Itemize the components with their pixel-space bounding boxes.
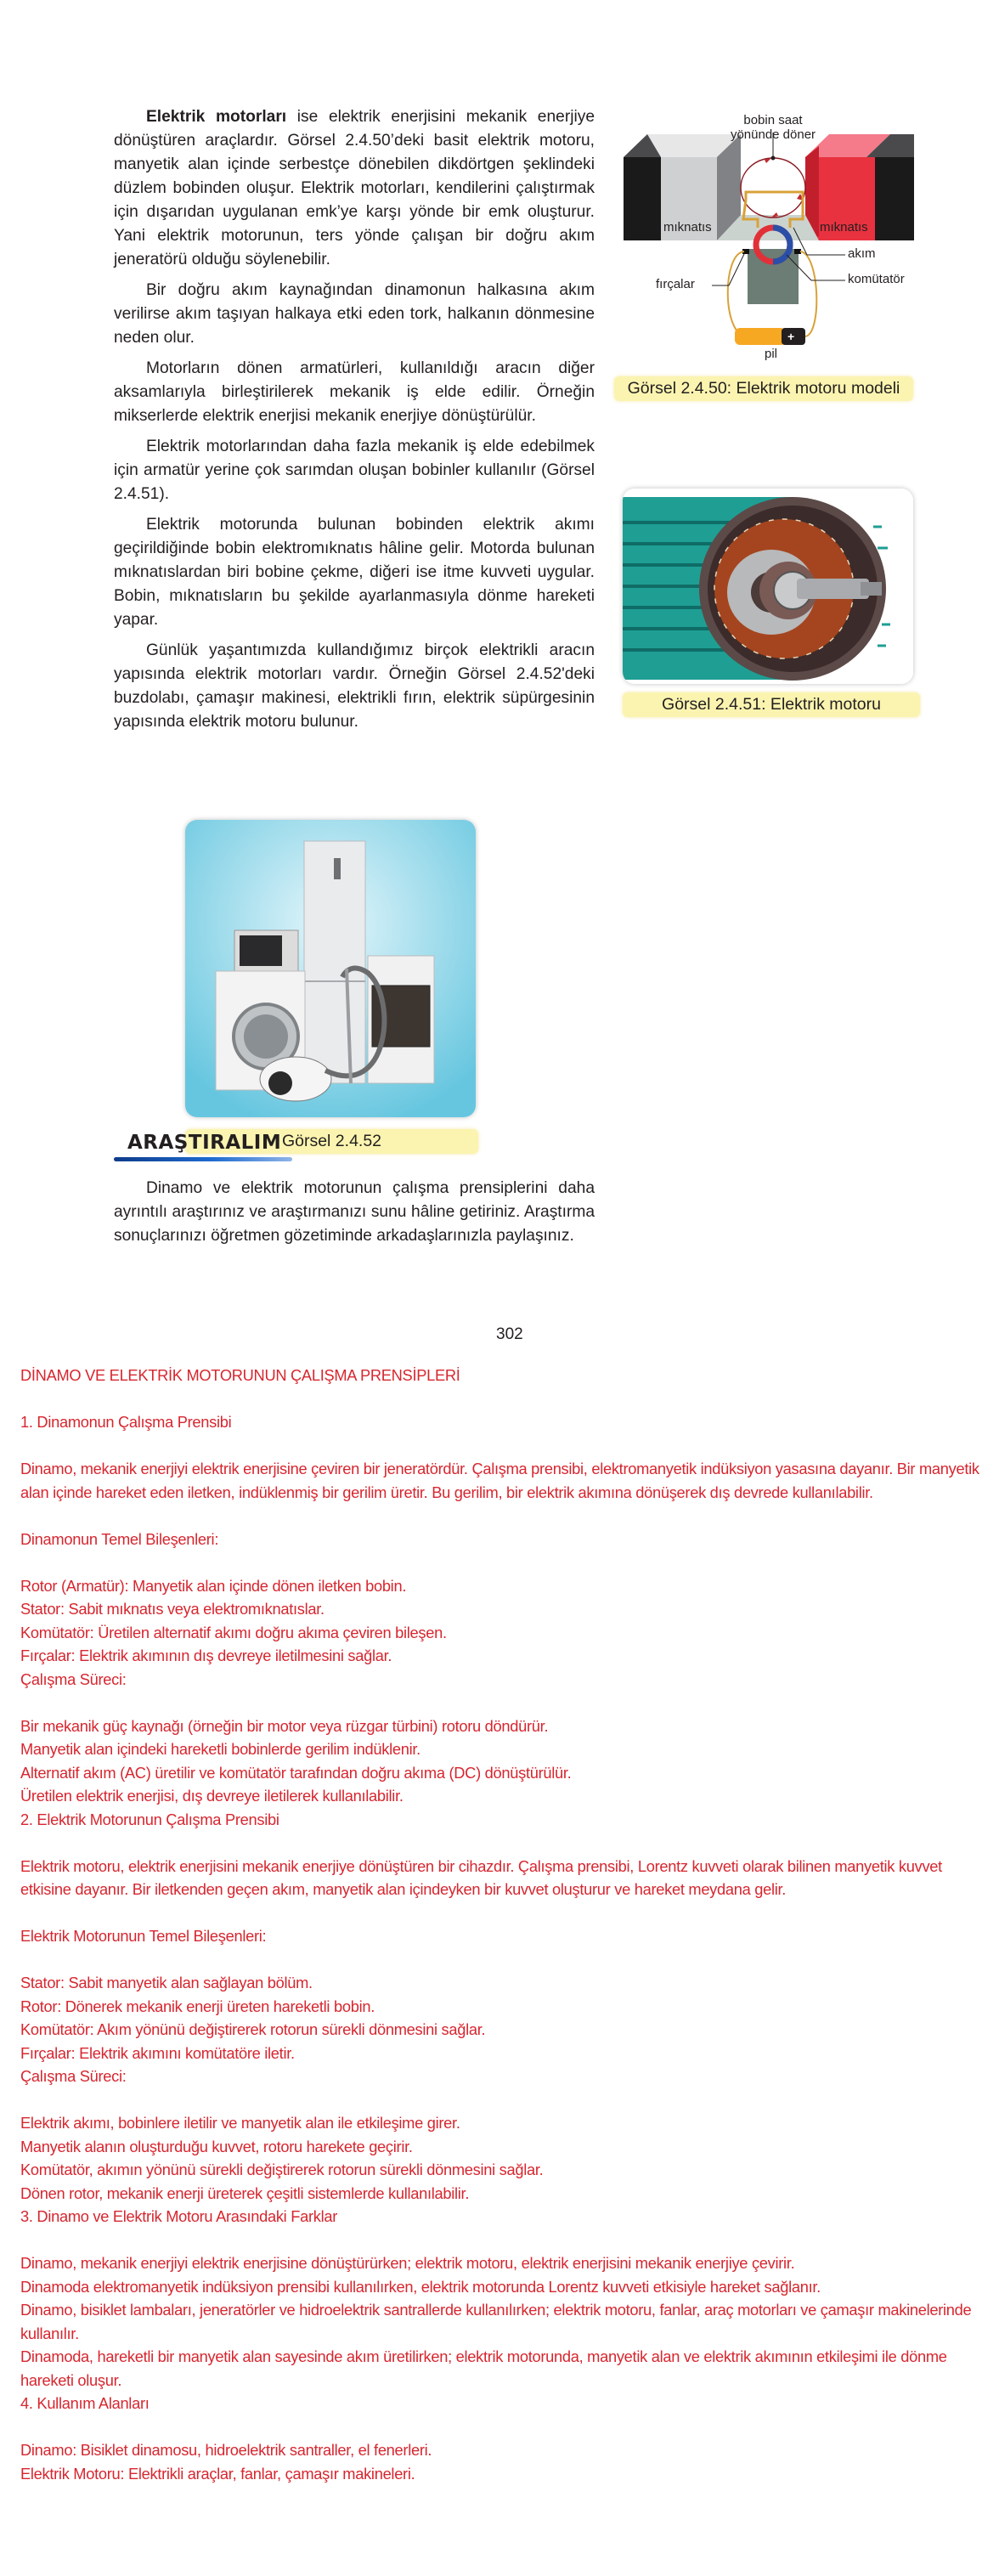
section-1-components-heading: Dinamonun Temel Bileşenleri: (20, 1529, 219, 1548)
section-4-heading: 4. Kullanım Alanları (20, 2394, 150, 2412)
section-1-heading: 1. Dinamonun Çalışma Prensibi (20, 1413, 232, 1431)
section-2-process-heading: Çalışma Süreci: (20, 2067, 127, 2085)
label-current: akım (848, 246, 876, 261)
list-item: Fırçalar: Elektrik akımını komütatöre iletir. (20, 2043, 295, 2062)
electric-motor-photo (623, 489, 913, 684)
main-text-column (114, 105, 595, 741)
list-item: Elektrik akımı, bobinlere iletilir ve manyetik alan ile etkileşime girer. (20, 2114, 460, 2132)
list-item: Dinamo, bisiklet lambaları, jeneratörler ve hidroelektrik santrallerde kullanılırken; elektrik motoru, fanlar, araç motorları ve çamaşır makinelerinde kullanılır. (20, 2301, 972, 2342)
list-item: Rotor: Dönerek mekanik enerji üreten hareketli bobin. (20, 1997, 375, 2015)
figure-motor-model (612, 109, 926, 402)
list-item: Komütatör, akımın yönünü sürekli değiştirerek rotorun sürekli dönmesini sağlar. (20, 2161, 544, 2178)
bold-term: Elektrik motorları (146, 108, 287, 126)
list-item: Komütatör: Akım yönünü değiştirerek rotorun sürekli dönmesini sağlar. (20, 2020, 486, 2038)
paragraph-electric-motors: Elektrik motorları ise elektrik enerjisini mekanik enerjiye dönüştüren araçlardır. Görsel 2.4.50’deki basit elektrik motoru, manyetik alan içinde serbestçe dönebilen dikdörtgen şeklindeki düzlem bobinden oluşur. Elektrik motorları, kendilerini çalıştırmak için dışarıdan uygulanan emk’ye karşı yönde bir emk oluşturur. Yani elektrik motorunun, ters yönde çalışan bir doğru akım jeneratörü olduğu söylenebilir. (114, 108, 595, 268)
label-rotation: bobin saat yönünde döner (730, 113, 816, 142)
list-item: Stator: Sabit mıknatıs veya elektromıknatıslar. (20, 1600, 325, 1618)
figure-appliances (185, 820, 478, 1154)
figure-electric-motor (623, 489, 916, 717)
notes-section (20, 1364, 989, 2485)
list-item: Komütatör: Üretilen alternatif akımı doğru akıma çeviren bileşen. (20, 1623, 447, 1641)
list-item: Dinamo: Bisiklet dinamosu, hidroelektrik santraller, el fenerleri. (20, 2441, 432, 2459)
section-1-body: Dinamo, mekanik enerjiyi elektrik enerjisine çeviren bir jeneratördür. Çalışma prensibi, elektromanyetik indüksiyon yasasına dayanır. Bir manyetik alan içinde hareket eden iletken, indüklenmiş bir gerilim üretir. Bu gerilim, bir elektrik akımına dönüşerek dış devrede kullanılabilir. (20, 1460, 979, 1501)
research-heading (114, 1132, 292, 1161)
list-item: Rotor (Armatür): Manyetik alan içinde dönen iletken bobin. (20, 1576, 407, 1595)
list-item: Elektrik Motoru: Elektrikli araçlar, fanlar, çamaşır makineleri. (20, 2464, 415, 2483)
label-commutator: komütatör (848, 272, 905, 286)
label-magnet-left: mıknatıs (663, 220, 712, 234)
caption-figure-2-4-52: Görsel 2.4.52 (185, 1129, 478, 1154)
section-1-process-heading: Çalışma Süreci: (20, 1669, 127, 1688)
research-underline (114, 1157, 292, 1161)
section-2-body: Elektrik motoru, elektrik enerjisini mekanik enerjiye dönüştüren bir cihazdır. Çalışma prensibi, Lorentz kuvveti olarak bilinen manyetik kuvvet etkisine dayanır. Bir iletkenden geçen akım, manyetik alan içindeyken bir kuvvet oluşturur ve hareket meydana gelir. (20, 1856, 942, 1898)
list-item: Dinamoda elektromanyetik indüksiyon prensibi kullanılırken, elektrik motorunda Lorentz kuvveti etkisiyle hareket sağlanır. (20, 2277, 821, 2296)
list-item: Manyetik alanın oluşturduğu kuvvet, rotoru harekete geçirir. (20, 2137, 413, 2155)
list-item: Fırçalar: Elektrik akımının dış devreye iletilmesini sağlar. (20, 1647, 392, 1664)
section-2-heading: 2. Elektrik Motorunun Çalışma Prensibi (20, 1810, 279, 1828)
list-item: Bir mekanik güç kaynağı (örneğin bir motor veya rüzgar türbini) rotoru döndürür. (20, 1716, 549, 1735)
label-battery: pil (765, 347, 778, 361)
label-brushes: fırçalar (656, 277, 695, 291)
list-item: Alternatif akım (AC) üretilir ve komütatör tarafından doğru akıma (DC) dönüştürülür. (20, 1763, 572, 1782)
list-item: Dönen rotor, mekanik enerji üreterek çeşitli sistemlerde kullanılabilir. (20, 2183, 470, 2202)
label-magnet-right: mıknatıs (820, 220, 868, 234)
caption-figure-2-4-51: Görsel 2.4.51: Elektrik motoru (623, 692, 920, 717)
list-item: Üretilen elektrik enerjisi, dış devreye iletilerek kullanılabilir. (20, 1787, 404, 1805)
list-item: Manyetik alan içindeki hareketli bobinlerde gerilim indüklenir. (20, 1740, 420, 1758)
page-number: 302 (496, 1325, 523, 1343)
caption-figure-2-4-50: Görsel 2.4.50: Elektrik motoru modeli (614, 376, 913, 401)
paragraph-daily-life: Günlük yaşantımızda kullandığımız birçok elektrikli aracın yapısında elektrik motorları vardır. Örneğin Görsel 2.4.52'deki buzdolabı, çamaşır makinesi, elektrikli fırın, elektrik süpürgesinin yapısında elektrik motoru bulunur. (114, 641, 595, 731)
research-title: ARAŞTIRALIM (127, 1132, 282, 1154)
paragraph-dc-source: Bir doğru akım kaynağından dinamonun halkasına akım verilirse akım taşıyan halkaya etki eden tork, halkanın dönmesine neden olur. (114, 281, 595, 347)
section-2-components-heading: Elektrik Motorunun Temel Bileşenleri: (20, 1927, 267, 1945)
paragraph-electromagnet: Elektrik motorunda bulunan bobinden elektrik akımı geçirildiğinde bobin elektromıknatıs hâline gelir. Motorda bulunan mıknatıslardan biri bobine çekme, diğeri ise itme kuvveti uygular. Bobin, mıknatısların bu şekilde ayarlanmasıyla dönme hareketi yapar. (114, 516, 595, 629)
motor-model-diagram (612, 109, 926, 364)
paragraph-coils: Elektrik motorlarından daha fazla mekanik iş elde edebilmek için armatür yerine çok sarımdan oluşan bobinler kullanılır (Görsel 2.4.51). (114, 438, 595, 503)
svg-text:+: + (787, 330, 795, 343)
notes-title: DİNAMO VE ELEKTRİK MOTORUNUN ÇALIŞMA PRENSİPLERİ (20, 1366, 460, 1384)
list-item: Dinamo, mekanik enerjiyi elektrik enerjisine dönüştürürken; elektrik motoru, elektrik enerjisini mekanik enerjiye çevirir. (20, 2254, 795, 2272)
research-paragraph: Dinamo ve elektrik motorunun çalışma prensiplerini daha ayrıntılı araştırınız ve araştırmanızı sunu hâline getiriniz. Araştırma sonuçlarınızı öğretmen gözetiminde arkadaşlarınızla paylaşınız. (114, 1179, 595, 1245)
research-text-block (114, 1177, 595, 1255)
list-item: Dinamoda, hareketli bir manyetik alan sayesinde akım üretilirken; elektrik motorunda, manyetik alan ve elektrik akımının etkileşimi ile dönme hareketi oluşur. (20, 2347, 947, 2389)
paragraph-armatures: Motorların dönen armatürleri, kullanıldığı aracın diğer aksamlarıyla birleştirilerek mekanik iş elde edilir. Örneğin mikserlerde elektrik enerjisi mekanik enerjiye dönüştürülür. (114, 359, 595, 425)
appliances-photo (185, 820, 476, 1117)
section-3-heading: 3. Dinamo ve Elektrik Motoru Arasındaki Farklar (20, 2207, 337, 2225)
list-item: Stator: Sabit manyetik alan sağlayan bölüm. (20, 1974, 313, 1991)
